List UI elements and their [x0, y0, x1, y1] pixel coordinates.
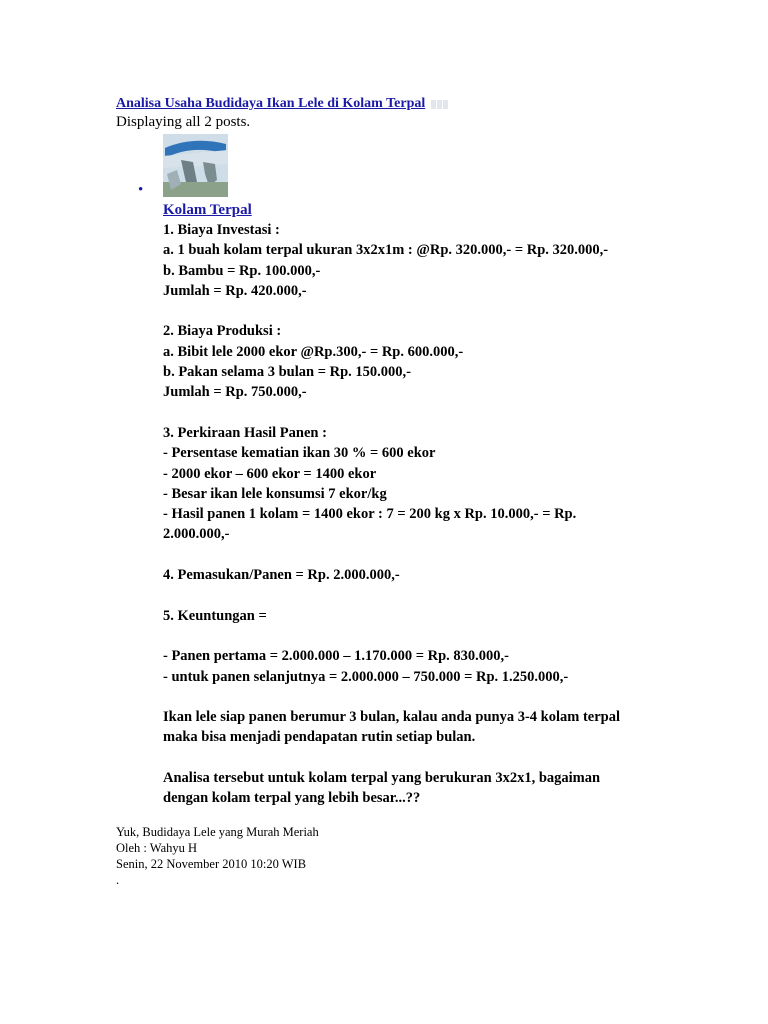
- post-line: a. 1 buah kolam terpal ukuran 3x2x1m : @Rp. 320.000,- = Rp. 320.000,-: [163, 242, 609, 259]
- post-line: [163, 687, 683, 707]
- post-line: Analisa tersebut untuk kolam terpal yang berukuran 3x2x1, bagaiman: [163, 770, 601, 787]
- post-line: 5. Keuntungan =: [163, 607, 267, 624]
- post-line: [163, 301, 683, 321]
- pond-photo-thumbnail[interactable]: [163, 134, 228, 197]
- posts-count-text: Displaying all 2 posts.: [116, 114, 251, 130]
- post-line: maka bisa menjadi pendapatan rutin setiap bulan.: [163, 729, 476, 746]
- post-line: - Persentase kematian ikan 30 % = 600 ekor: [163, 445, 436, 462]
- list-bullet: •: [138, 182, 144, 198]
- post-line: a. Bibit lele 2000 ekor @Rp.300,- = Rp. 600.000,-: [163, 343, 464, 360]
- source-footer: [116, 824, 319, 888]
- post-line: [163, 403, 683, 423]
- post-line: Ikan lele siap panen berumur 3 bulan, kalau anda punya 3-4 kolam terpal: [163, 709, 620, 726]
- post-line: - 2000 ekor – 600 ekor = 1400 ekor: [163, 465, 377, 482]
- post-line: [163, 626, 683, 646]
- post-line: - Besar ikan lele konsumsi 7 ekor/kg: [163, 485, 387, 502]
- post-line: - Hasil panen 1 kolam = 1400 ekor : 7 = 200 kg x Rp. 10.000,- = Rp.: [163, 506, 577, 523]
- source-title: Yuk, Budidaya Lele yang Murah Meriah: [116, 825, 319, 839]
- post-line: 2.000.000,-: [163, 526, 230, 543]
- post-line: dengan kolam terpal yang lebih besar...??: [163, 790, 421, 807]
- post-line: [163, 545, 683, 565]
- post-line: 1. Biaya Investasi :: [163, 222, 280, 238]
- page-title-link[interactable]: Analisa Usaha Budidaya Ikan Lele di Kolam Terpal: [116, 96, 426, 111]
- post-line: Jumlah = Rp. 420.000,-: [163, 282, 307, 299]
- pond-photo-icon: [163, 134, 228, 197]
- post-line: 3. Perkiraan Hasil Panen :: [163, 424, 327, 441]
- post-line: b. Pakan selama 3 bulan = Rp. 150.000,-: [163, 364, 411, 381]
- source-date: Senin, 22 November 2010 10:20 WIB: [116, 857, 307, 871]
- post-item: [163, 200, 683, 809]
- post-line: b. Bambu = Rp. 100.000,-: [163, 262, 321, 279]
- post-line: [163, 585, 683, 605]
- post-body: [163, 220, 683, 809]
- post-line: Jumlah = Rp. 750.000,-: [163, 384, 307, 401]
- post-line: - untuk panen selanjutnya = 2.000.000 – 750.000 = Rp. 1.250.000,-: [163, 668, 569, 685]
- page-title-row: [116, 94, 449, 114]
- post-line: 2. Biaya Produksi :: [163, 323, 282, 340]
- feed-icon: [431, 96, 449, 114]
- post-link[interactable]: Kolam Terpal: [163, 202, 252, 218]
- post-line: - Panen pertama = 2.000.000 – 1.170.000 = Rp. 830.000,-: [163, 648, 509, 665]
- post-line: 4. Pemasukan/Panen = Rp. 2.000.000,-: [163, 567, 400, 584]
- source-author: Oleh : Wahyu H: [116, 841, 198, 855]
- post-line: [163, 748, 683, 768]
- source-dot: .: [116, 873, 120, 887]
